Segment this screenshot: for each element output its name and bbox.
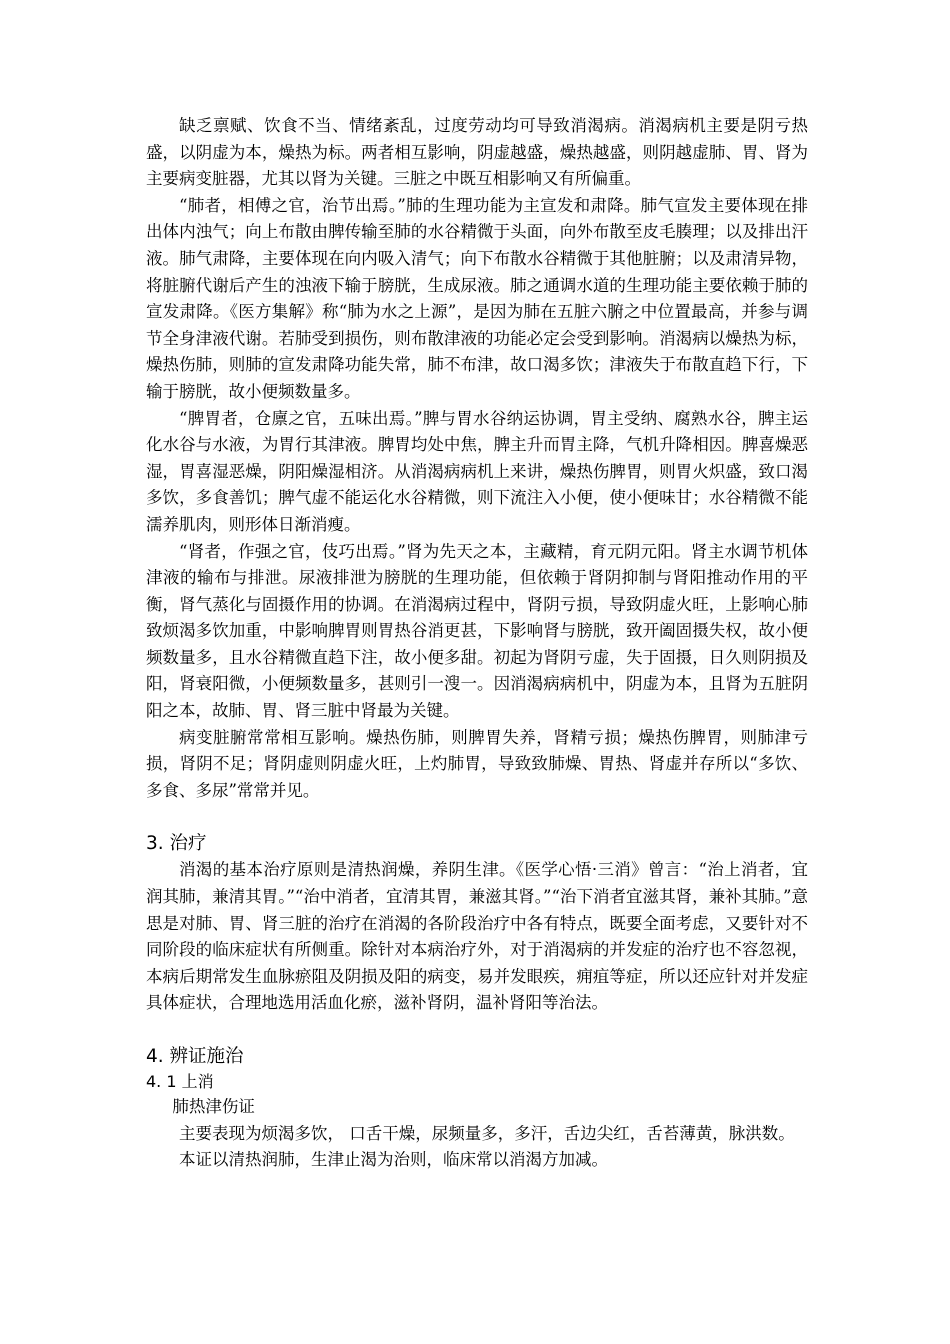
section-heading-treatment: 3. 治疗	[146, 833, 207, 855]
section-heading-differentiation: 4. 辨证施治	[146, 1046, 244, 1067]
paragraph-lung: “肺者，相傅之官，治节出焉。”肺的生理功能为主宣发和肃降。肺气宣发主要体现在排出体内浊气；向上布散由脾传输至肺的水谷精微于头面，向外布散至皮毛腠理；以及排出汗液。肺气肃降，主要体现在向内吸入清气；向下布散水谷精微于其他脏腑；以及肃清异物，将脏腑代谢后产生的浊液下输于膀胱，生成尿液。肺之通调水道的生理功能主要依赖于肺的宣发肃降。《医方集解》称“肺为水之上源”，是因为肺在五脏六腑之中位置最高，并参与调节全身津液代谢。若肺受到损伤，则布散津液的功能必定会受到影响。消渴病以燥热为标，燥热伤肺，则肺的宣发肃降功能失常，肺不布津，故口渴多饮；津液失于布散直趋下行，下输于膀胱，故小便频数量多。	[146, 195, 808, 401]
subsection-heading-upper: 4. 1 上消	[146, 1072, 214, 1091]
paragraph-treatment-principle: 本证以清热润肺，生津止渴为治则，临床常以消渴方加减。	[179, 1150, 608, 1170]
paragraph-spleen-stomach: “脾胃者，仓廪之官，五味出焉。”脾与胃水谷纳运协调，胃主受纳、腐熟水谷，脾主运化水谷与水液，为胃行其津液。脾胃均处中焦，脾主升而胃主降，气机升降相因。脾喜燥恶湿，胃喜湿恶燥，阴阳燥湿相济。从消渴病病机上来讲，燥热伤脾胃，则胃火炽盛，致口渴多饮，多食善饥；脾气虚不能运化水谷精微，则下流注入小便，使小便味甘；水谷精微不能濡养肌肉，则形体日渐消瘦。	[146, 408, 808, 534]
paragraph-pathogenesis: 缺乏禀赋、饮食不当、情绪紊乱，过度劳动均可导致消渴病。消渴病机主要是阴亏热盛，以阴虚为本，燥热为标。两者相互影响，阴虚越盛，燥热越盛，则阴越虚肺、胃、肾为主要病变脏器，尤其以肾为关键。三脏之中既互相影响又有所偏重。	[146, 116, 808, 189]
paragraph-interaction: 病变脏腑常常相互影响。燥热伤肺，则脾胃失养，肾精亏损；燥热伤脾胃，则肺津亏损，肾阴不足；肾阴虚则阴虚火旺，上灼肺胃，导致致肺燥、胃热、肾虚并存所以“多饮、多食、多尿”常常并见。	[146, 727, 808, 800]
paragraph-treatment: 消渴的基本治疗原则是清热润燥，养阴生津。《医学心悟·三消》曾言：“治上消者，宜润其肺，兼清其胃。”“治中消者，宜清其胃，兼滋其肾。”“治下消者宜滋其肾，兼补其肺。”意思是对肺、胃、肾三脏的治疗在消渴的各阶段治疗中各有特点，既要全面考虑，又要针对不同阶段的临床症状有所侧重。除针对本病治疗外，对于消渴病的并发症的治疗也不容忽视，本病后期常发生血脉瘀阻及阴损及阳的病变，易并发眼疾，痈疽等症，所以还应针对并发症具体症状，合理地选用活血化瘀，滋补肾阴，温补肾阳等治法。	[146, 860, 808, 1013]
paragraph-kidney: “肾者，作强之官，伎巧出焉。”肾为先天之本，主藏精，育元阴元阳。肾主水调节机体津液的输布与排泄。尿液排泄为膀胱的生理功能，但依赖于肾阴抑制与肾阳推动作用的平衡，肾气蒸化与固摄作用的协调。在消渴病过程中，肾阴亏损，导致阴虚火旺，上影响心肺致烦渴多饮加重，中影响脾胃则胃热谷消更甚，下影响肾与膀胱，致开阖固摄失权，故小便频数量多，且水谷精微直趋下注，故小便多甜。初起为肾阴亏虚，失于固摄，日久则阴损及阳，肾衰阳微，小便频数量多，甚则引一溲一。因消渴病病机中，阴虚为本，且肾为五脏阴阳之本，故肺、胃、肾三脏中肾最为关键。	[146, 541, 808, 721]
paragraph-symptoms: 主要表现为烦渴多饮， 口舌干燥，尿频量多，多汗，舌边尖红，舌苔薄黄，脉洪数。	[179, 1123, 795, 1143]
syndrome-name: 肺热津伤证	[172, 1097, 255, 1116]
document-page	[146, 113, 808, 1174]
